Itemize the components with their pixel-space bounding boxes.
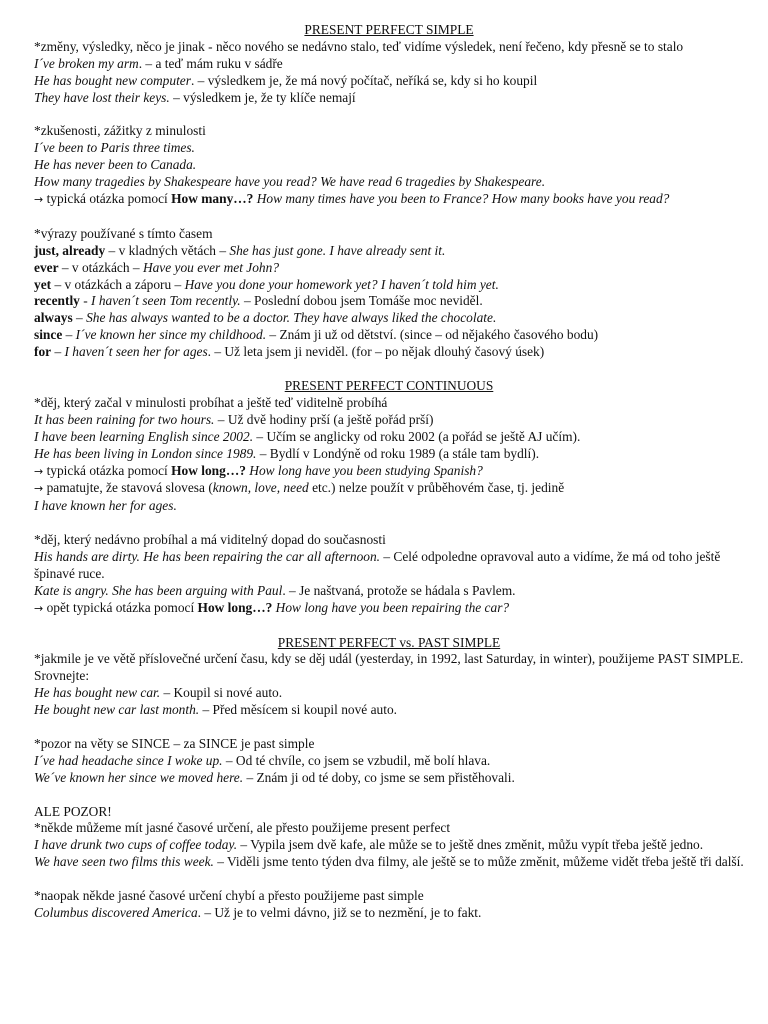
section-heading: PRESENT PERFECT CONTINUOUS	[284, 377, 494, 393]
paragraph-gap	[34, 871, 744, 888]
bold-term: for	[34, 344, 52, 360]
example-text: How many tragedies by Shakespeare have you read? We have read 6 tragedies by Shakespeare.	[34, 174, 546, 190]
text-span: – v kladných větách –	[105, 242, 230, 258]
text-line	[34, 123, 744, 140]
text-line	[34, 395, 744, 412]
text-span: – Viděli jsme tento týden dva filmy, ale ještě se to může změnit, můžeme vidět třeba ještě tři další.	[213, 854, 744, 870]
text-line	[34, 820, 744, 837]
example-text: I´ve had headache since I woke up.	[34, 752, 223, 768]
text-span: . – a teď mám ruku v sádře	[138, 55, 283, 71]
text-span: – Učím se anglicky od roku 2002 (a pořád se ještě AJ učím).	[253, 428, 581, 444]
bold-term: How long…?	[197, 599, 273, 615]
text-line	[34, 583, 744, 600]
section-heading: PRESENT PERFECT SIMPLE	[304, 22, 474, 37]
text-span: – Od té chvíle, co jsem se vzbudil, mě bolí hlava.	[222, 752, 491, 768]
example-text: I have drunk two cups of coffee today.	[34, 837, 238, 853]
text-line	[34, 702, 744, 719]
example-text: He has bought new computer	[34, 72, 191, 88]
text-line	[34, 39, 744, 56]
text-line	[34, 310, 744, 327]
example-text: How long have you been studying Spanish?	[245, 462, 483, 478]
text-line	[34, 736, 744, 753]
bold-term: How long…?	[171, 462, 246, 478]
text-line	[34, 174, 744, 191]
text-span: -	[79, 293, 92, 309]
text-line	[34, 888, 744, 905]
text-line	[34, 480, 744, 498]
text-span: typická otázka pomocí	[43, 191, 172, 207]
example-text: His hands are dirty. He has been repairing the car all afternoon.	[34, 549, 381, 565]
text-span: – Bydlí v Londýně od roku 1989 (a stále tam bydlí).	[256, 445, 540, 461]
example-text: I have been learning English since 2002.	[34, 428, 254, 444]
text-span: – v otázkách –	[58, 259, 143, 275]
text-line	[34, 549, 744, 583]
text-span: – Koupil si nové auto.	[160, 685, 283, 701]
bold-term: How many…?	[171, 191, 254, 207]
example-text: I´ve known her since my childhood.	[75, 327, 267, 343]
text-span: *někde můžeme mít jasné časové určení, ale přesto použijeme present perfect	[34, 820, 451, 836]
text-span: –	[72, 310, 87, 326]
text-line	[34, 277, 744, 294]
text-line	[34, 344, 744, 361]
text-line	[34, 446, 744, 463]
bold-term: always	[34, 310, 73, 326]
text-span: . – Je naštvaná, protože se hádala s Pavlem.	[282, 582, 516, 598]
bold-term: ever	[34, 259, 59, 275]
text-span: *výrazy používané s tímto časem	[34, 225, 213, 241]
text-line	[34, 56, 744, 73]
bold-term: since	[34, 327, 63, 343]
text-span: . – Už leta jsem ji neviděl. (for – po nějak dlouhý časový úsek)	[207, 344, 545, 360]
text-line	[34, 837, 744, 854]
text-line	[34, 429, 744, 446]
section-heading: PRESENT PERFECT vs. PAST SIMPLE	[277, 634, 501, 650]
text-span: opět typická otázka pomocí	[43, 599, 198, 615]
text-line	[34, 854, 744, 871]
example-text: It has been raining for two hours.	[34, 411, 215, 427]
text-span: *naopak někde jasné časové určení chybí a přesto použijeme past simple	[34, 888, 424, 904]
text-span: –	[51, 344, 65, 360]
text-span: *jakmile je ve větě příslovečné určení času, kdy se děj udál (yesterday, in 1992, last Saturday, in winter), použijeme PAST SIMPLE. Srovnejte:	[34, 651, 744, 684]
example-text: How many times have you been to France? How many books have you read?	[253, 191, 670, 207]
text-span: *změny, výsledky, něco je jinak - něco nového se nedávno stalo, teď vidíme výsledek, není řečeno, kdy přesně se to stalo	[34, 38, 684, 54]
text-line	[34, 157, 744, 174]
example-text: He has been living in London since 1989.	[34, 445, 257, 461]
paragraph-gap	[34, 719, 744, 736]
text-line	[34, 191, 744, 209]
text-span: *děj, který začal v minulosti probíhat a ještě teď viditelně probíhá	[34, 394, 388, 410]
text-line	[34, 243, 744, 260]
paragraph-gap	[34, 787, 744, 804]
example-text: He has bought new car.	[34, 685, 161, 701]
text-line	[34, 140, 744, 157]
paragraph-gap	[34, 209, 744, 226]
example-text: I haven´t seen her for ages	[64, 344, 208, 360]
example-text: I´ve broken my arm	[34, 55, 139, 71]
text-line	[34, 498, 744, 515]
text-span: *pozor na věty se SINCE – za SINCE je past simple	[34, 735, 315, 751]
text-span: *děj, který nedávno probíhal a má viditelný dopad do současnosti	[34, 532, 386, 548]
arrow-icon: →	[34, 464, 44, 478]
text-line	[34, 532, 744, 549]
text-span: –	[62, 327, 76, 343]
text-span: – Celé odpoledne opravoval auto a vidíme, že má od toho ještě špinavé ruce.	[34, 549, 721, 581]
example-text: I´ve been to Paris three times.	[34, 140, 195, 156]
text-span: – v otázkách a záporu –	[51, 276, 185, 292]
text-span: ALE POZOR!	[34, 803, 112, 819]
arrow-icon: →	[34, 193, 44, 207]
paragraph-gap	[34, 515, 744, 532]
text-span: typická otázka pomocí	[43, 462, 172, 478]
text-line	[34, 804, 744, 821]
text-line	[34, 260, 744, 277]
text-span: etc.) nelze použít v průběhovém čase, tj. jedině	[308, 480, 565, 496]
text-line	[34, 327, 744, 344]
text-line	[34, 226, 744, 243]
text-line	[34, 73, 744, 90]
text-span: – Znám ji od té doby, co jsme se sem přistěhovali.	[243, 769, 515, 785]
text-span: – Vypila jsem dvě kafe, ale může se to ještě dnes změnit, můžu vypít třeba ještě jedno.	[237, 837, 704, 853]
example-text: We have seen two films this week.	[34, 854, 214, 870]
example-text: He bought new car last month.	[34, 702, 200, 718]
text-line	[34, 905, 744, 922]
paragraph-gap	[34, 107, 744, 124]
paragraph-gap	[34, 361, 744, 378]
text-line	[34, 600, 744, 618]
example-text: known, love, need	[212, 480, 309, 496]
example-text: They have lost their keys.	[34, 89, 170, 105]
text-span: – Poslední dobou jsem Tomáše moc neviděl.	[240, 293, 483, 309]
text-line	[34, 753, 744, 770]
text-line	[34, 651, 744, 685]
paragraph-gap	[34, 618, 744, 635]
example-text: I haven´t seen Tom recently.	[91, 293, 241, 309]
example-text: How long have you been repairing the car?	[272, 599, 510, 615]
text-span: . – výsledkem je, že má nový počítač, neříká se, kdy si ho koupil	[190, 72, 538, 88]
text-line	[34, 90, 744, 107]
text-span: – Už dvě hodiny prší (a ještě pořád prší)	[214, 411, 434, 427]
bold-term: just, already	[34, 242, 106, 258]
text-span: – Znám ji už od dětství. (since – od nějakého časového bodu)	[266, 327, 599, 343]
example-text: She has always wanted to be a doctor. They have always liked the chocolate.	[86, 310, 497, 326]
example-text: Kate is angry. She has been arguing with Paul	[34, 582, 283, 598]
text-line	[34, 685, 744, 702]
bold-term: yet	[34, 276, 52, 292]
text-span: – výsledkem je, že ty klíče nemají	[169, 89, 356, 105]
example-text: She has just gone. I have already sent it.	[229, 242, 446, 258]
text-line	[34, 463, 744, 481]
bold-term: recently	[34, 293, 80, 309]
arrow-icon: →	[34, 601, 44, 615]
text-line	[34, 770, 744, 787]
text-span: – Před měsícem si koupil nové auto.	[199, 702, 397, 718]
example-text: He has never been to Canada.	[34, 157, 197, 173]
text-line	[34, 412, 744, 429]
text-span: pamatujte, že stavová slovesa (	[43, 480, 213, 496]
arrow-icon: →	[34, 482, 44, 496]
example-text: Have you done your homework yet? I haven´t told him yet.	[184, 276, 499, 292]
example-text: Have you ever met John?	[142, 259, 280, 275]
example-text: We´ve known her since we moved here.	[34, 769, 244, 785]
example-text: Columbus discovered America	[34, 905, 198, 920]
text-span: . – Už je to velmi dávno, již se to nezmění, je to fakt.	[197, 905, 482, 920]
text-span: *zkušenosti, zážitky z minulosti	[34, 123, 206, 139]
example-text: I have known her for ages.	[34, 498, 177, 514]
text-line	[34, 293, 744, 310]
